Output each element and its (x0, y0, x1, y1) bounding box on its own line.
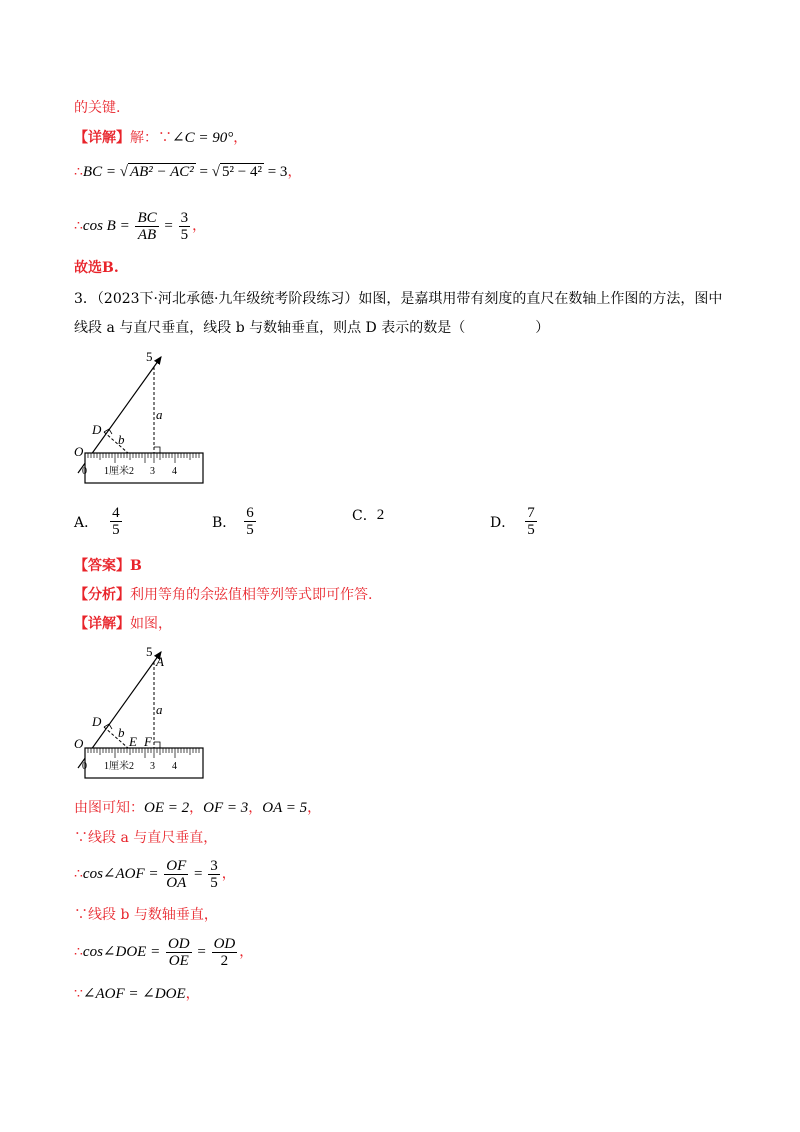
analysis-line (74, 585, 372, 605)
section-label: 【详解】 (74, 130, 130, 146)
text: 故选B. (74, 260, 119, 276)
math-sqrt: AB² − AC² (129, 164, 194, 180)
punct: ， (287, 164, 302, 180)
fraction: $\frac{6}{5}$ (246, 505, 254, 538)
question-line (74, 318, 549, 338)
text: ∵线段 a 与直尺垂直， (74, 830, 218, 846)
therefore-symbol: ∴ (74, 218, 83, 234)
text: 如图， (130, 616, 172, 632)
fraction: $\frac{BC}{AB}$ (137, 209, 157, 243)
math-expression: OA = 5 (262, 800, 308, 816)
ruler-figure (60, 345, 220, 495)
point-label: E (129, 734, 137, 749)
choice-c[interactable] (352, 505, 384, 525)
point-label: 5 (146, 644, 153, 659)
solution-line: ∵∠AOF = ∠DOE， (74, 986, 200, 1002)
math-expression: cos B = (82, 218, 134, 234)
choice-letter: D． (490, 514, 516, 531)
tick-label: 3 (150, 761, 155, 772)
solution-line (74, 828, 217, 848)
fraction: $\frac{3}{5}$ (180, 209, 189, 243)
text: 利用等角的余弦值相等列等式即可作答. (130, 587, 373, 603)
detail-line (74, 614, 172, 634)
detail-line (74, 128, 247, 148)
section-label: 【分析】 (74, 587, 130, 603)
text: 的关键. (74, 100, 121, 116)
tick-label: 4 (172, 466, 177, 477)
solution-line: 由图可知：OE = 2，OF = 3，OA = 5， (74, 800, 322, 816)
point-label: 5 (146, 349, 153, 364)
tick-label: 3 (150, 466, 155, 477)
choice-b[interactable] (212, 505, 258, 538)
math-eq: = (195, 164, 212, 180)
math-expression: cos∠AOF = (82, 866, 163, 882)
segment-label: a (156, 702, 163, 717)
choice-letter: C． (352, 508, 377, 524)
math-expression: OE = 2 (144, 800, 190, 816)
therefore-symbol: ∴ (74, 944, 83, 960)
tick-label: 1厘米2 (104, 466, 134, 477)
fraction: $\frac{7}{5}$ (527, 505, 535, 538)
text: ∵线段 b 与数轴垂直， (74, 907, 218, 923)
equation-line: ∴cos B = $\frac{BC}{AB}$ = $\frac{3}{5}$ ， (74, 209, 207, 243)
question-text: 线段 a 与直尺垂直，线段 b 与数轴垂直，则点 D 表示的数是（ ） (74, 320, 550, 336)
therefore-symbol: ∴ (74, 164, 83, 180)
fraction: $\frac{OD}{OE}$ (167, 935, 190, 969)
segment-label: a (156, 407, 163, 422)
tick-label: 0 (82, 761, 87, 772)
question-text: 3．（2023下·河北承德·九年级统考阶段练习）如图，是嘉琪用带有刻度的直尺在数轴上作图的方法，图中 (74, 291, 723, 307)
point-label: F (144, 734, 152, 749)
tick-label: 1厘米2 (104, 761, 134, 772)
math-expression: OF = 3 (203, 800, 249, 816)
solution-line (74, 905, 218, 925)
right-angle-mark (154, 447, 160, 453)
section-label: 【答案】 (74, 558, 130, 574)
choice-letter: A． (74, 514, 99, 531)
solution-line: ∴cos∠DOE = $\frac{OD}{OE}$ = $\frac{OD}{2}$ ， (74, 935, 254, 969)
point-label: D (92, 714, 102, 729)
therefore-symbol: ∴ (74, 866, 83, 882)
answer-value: B (130, 558, 142, 574)
tick-label: 4 (172, 761, 177, 772)
solution-figure (60, 640, 220, 790)
segment-label: b (118, 432, 125, 447)
math-sqrt: 5² − 4² (222, 164, 262, 180)
point-label: O (74, 444, 84, 459)
point-label: A (156, 654, 164, 669)
answer-line (74, 556, 142, 576)
math-expression: ∠AOF = ∠DOE (82, 986, 186, 1002)
text: 解：∵ (130, 130, 172, 146)
equation-line: ∴BC = √ AB² − AC² = √ 5² − 4² = 3， (74, 164, 302, 180)
choice-letter: B． (212, 514, 237, 531)
math-result: = 3 (263, 164, 288, 180)
section-label: 【详解】 (74, 616, 130, 632)
tick-label: 0 (82, 466, 87, 477)
choice-value: 2 (376, 506, 385, 523)
punct: ， (192, 218, 207, 234)
point-label: D (92, 422, 102, 437)
because-symbol: ∵ (74, 986, 83, 1002)
fraction: $\frac{4}{5}$ (112, 505, 120, 538)
point-label: O (74, 736, 84, 751)
right-angle-mark (154, 742, 160, 748)
choice-d[interactable] (490, 505, 539, 538)
fraction: $\frac{OF}{OA}$ (166, 857, 187, 891)
math-expression: cos∠DOE = (82, 944, 164, 960)
punct: ， (233, 130, 248, 146)
fraction: $\frac{3}{5}$ (210, 857, 218, 891)
text-line (74, 258, 119, 278)
solution-line: ∴cos∠AOF = $\frac{OF}{OA}$ = $\frac{3}{5}$ ， (74, 857, 236, 891)
math-expression: BC = (82, 164, 120, 180)
segment-label: b (118, 725, 125, 740)
choice-a[interactable] (74, 505, 124, 538)
question-line (74, 289, 722, 309)
text: 由图可知： (74, 800, 144, 816)
text-line (74, 98, 120, 118)
fraction: $\frac{OD}{2}$ (213, 935, 236, 969)
math-expression: ∠C = 90° (172, 130, 234, 146)
